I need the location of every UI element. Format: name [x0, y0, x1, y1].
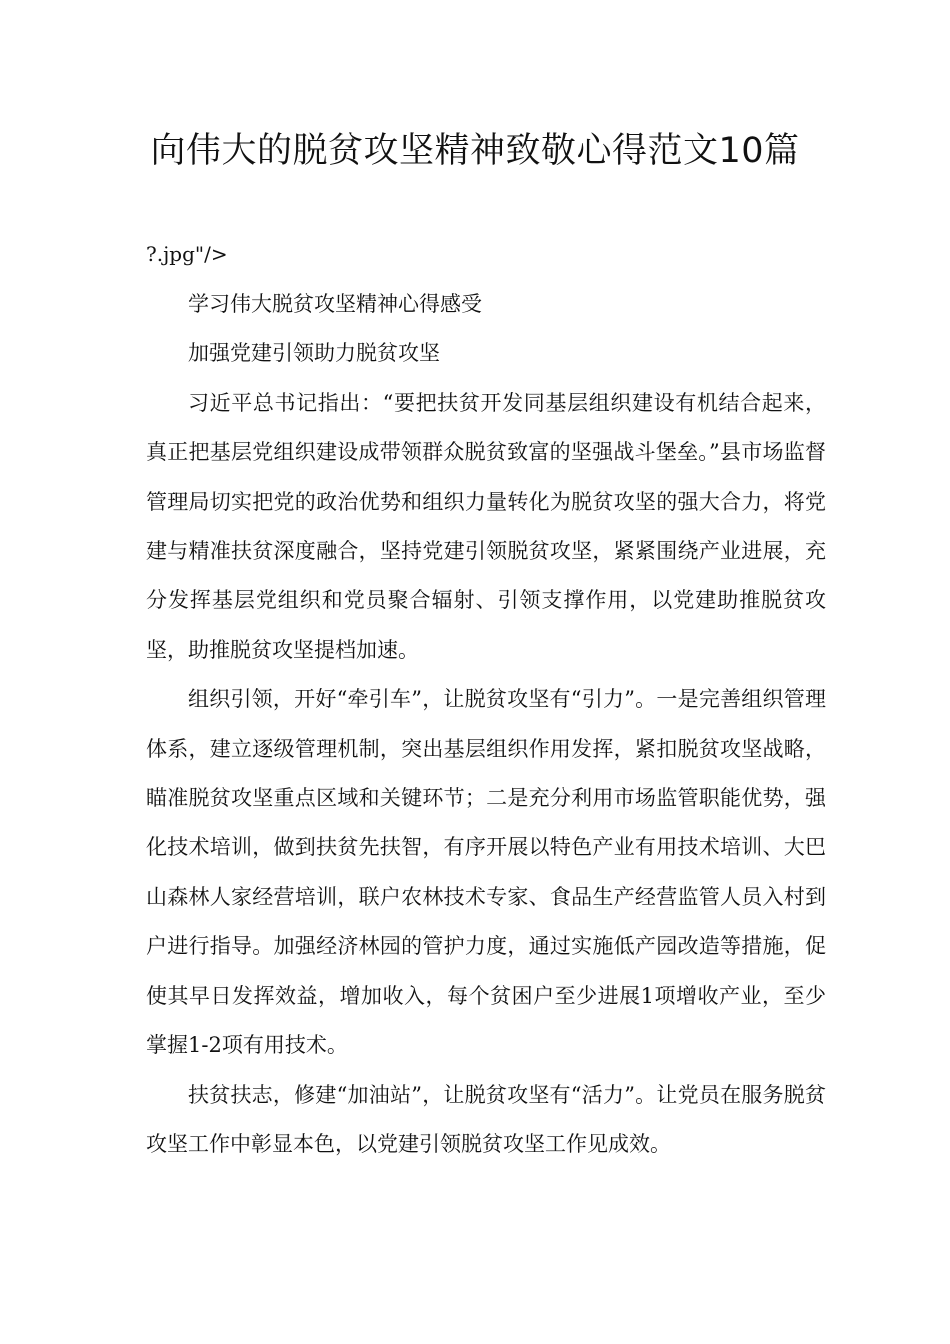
subheading-party-building: 加强党建引领助力脱贫攻坚 — [188, 341, 440, 366]
document-body — [146, 280, 826, 1169]
document-title: 向伟大的脱贫攻坚精神致敬心得范文10篇 — [150, 131, 800, 171]
paragraph: 扶贫扶志，修建“加油站”，让脱贫攻坚有“活力”。让党员在服务脱贫攻坚工作中彰显本色，以党建引领脱贫攻坚工作见成效。 — [146, 1082, 826, 1156]
subheading-study: 学习伟大脱贫攻坚精神心得感受 — [188, 292, 482, 316]
paragraph: 组织引领，开好“牵引车”，让脱贫攻坚有“引力”。一是完善组织管理体系，建立逐级管理机制，突出基层组织作用发挥，紧扣脱贫攻坚战略，瞄准脱贫攻坚重点区域和关键环节；二是充分利用市场监管职能优势，强化技术培训，做到扶贫先扶智，有序开展以特色产业有用技术培训、大巴山森林人家经营培训，联户农林技术专家、食品生产经营监管人员入村到户进行指导。加强经济林园的管护力度，通过实施低产园改造等措施，促使其早日发挥效益，增加收入，每个贫困户至少进展1项增收产业，至少掌握1-2项有用技术。 — [146, 687, 826, 1058]
broken-image-placeholder: ?.jpg"/> — [146, 242, 228, 266]
paragraph: 习近平总书记指出：“要把扶贫开发同基层组织建设有机结合起来，真正把基层党组织建设成带领群众脱贫致富的坚强战斗堡垒。”县市场监督管理局切实把党的政治优势和组织力量转化为脱贫攻坚的强大合力，将党建与精准扶贫深度融合，坚持党建引领脱贫攻坚，紧紧围绕产业进展，充分发挥基层党组织和党员聚合辐射、引领支撑作用，以党建助推脱贫攻坚，助推脱贫攻坚提档加速。 — [146, 390, 826, 662]
